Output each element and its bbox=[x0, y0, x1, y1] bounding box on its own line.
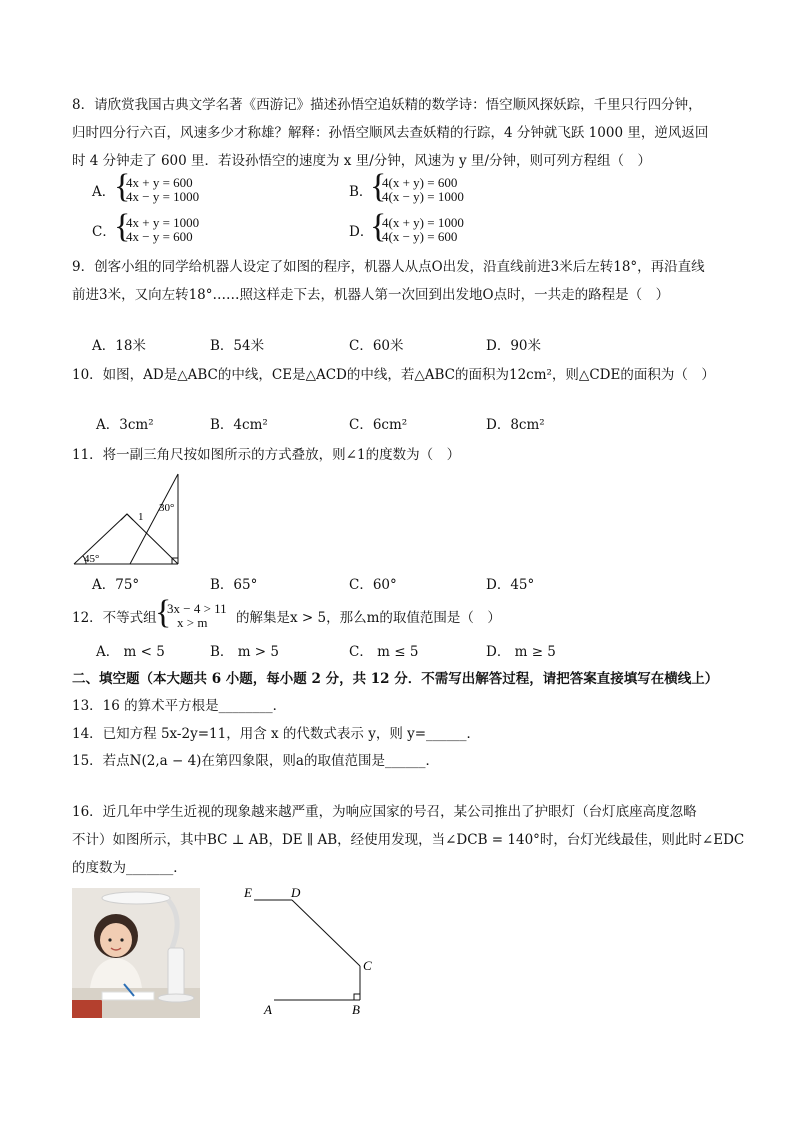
q10-line1: 10．如图，AD是△ABC的中线，CE是△ACD的中线，若△ABC的面积为12cm²，则△CDE的面积为（ ） bbox=[72, 367, 715, 383]
q11-right-angle-mark-top bbox=[121, 514, 133, 520]
q16-segment-dc bbox=[292, 900, 360, 966]
q11-angle-1-label: 1 bbox=[138, 511, 144, 523]
q11-45-triangle-left-side bbox=[74, 514, 127, 564]
q8-line1: 8．请欣赏我国古典文学名著《西游记》描述孙悟空追妖精的数学诗：悟空顺风探妖踪，千里只行四分钟， bbox=[72, 97, 702, 113]
q8-option-a-label: A． bbox=[92, 184, 116, 200]
q11-angle-30-label: 30° bbox=[159, 502, 175, 514]
q11-line1: 11．将一副三角尺按如图所示的方式叠放，则∠1的度数为（ ） bbox=[72, 447, 461, 463]
q8-option-b-label: B． bbox=[349, 184, 373, 200]
q12-suffix: 的解集是x > 5，那么m的取值范围是（ ） bbox=[236, 610, 501, 626]
q8-b-eq1: 4(x + y) = 600 bbox=[382, 175, 458, 190]
q16-label-b: B bbox=[352, 1002, 360, 1017]
q11-angle-45-label: 45° bbox=[84, 553, 100, 565]
q11-option-d: D．45° bbox=[486, 577, 535, 593]
q16-label-a: A bbox=[264, 1002, 272, 1017]
q16-line3: 的度数为_______． bbox=[72, 860, 187, 876]
q9-option-d: D．90米 bbox=[486, 338, 542, 354]
q8-line3: 时 4 分钟走了 600 里．若设孙悟空的速度为 x 里/分钟，风速为 y 里/分钟，则可列方程组（ ） bbox=[72, 153, 652, 169]
q12-prefix: 12．不等式组 bbox=[72, 610, 157, 626]
q8-line2: 归时四分行六百，风速多少才称雄？解释：孙悟空顺风去查妖精的行踪，4 分钟就飞跃 1000 里，逆风返回 bbox=[72, 125, 709, 141]
q11-option-b: B．65° bbox=[210, 577, 258, 593]
q16-geometry-figure bbox=[236, 880, 386, 1022]
q16-lamp-photo bbox=[72, 888, 200, 1018]
q16-line1: 16．近几年中学生近视的现象越来越严重，为响应国家的号召，某公司推出了护眼灯（台灯底座高度忽略 bbox=[72, 804, 697, 820]
q8-c-eq2: 4x − y = 600 bbox=[126, 229, 193, 244]
q8-option-d-label: D． bbox=[349, 224, 374, 240]
q9-line2: 前进3米，又向左转18°……照这样走下去，机器人第一次回到出发地O点时，一共走的路程是（ ） bbox=[72, 287, 670, 303]
q8-d-eq2: 4(x − y) = 600 bbox=[382, 229, 458, 244]
q8-d-eq1: 4(x + y) = 1000 bbox=[382, 215, 464, 230]
q8-c-eq1: 4x + y = 1000 bbox=[126, 215, 200, 230]
q11-option-a: A．75° bbox=[92, 577, 140, 593]
q10-option-d: D．8cm² bbox=[486, 417, 545, 433]
q12-option-a: A． m < 5 bbox=[96, 644, 165, 660]
q12-option-c: C． m ≤ 5 bbox=[349, 644, 419, 660]
section-2-heading: 二、填空题（本大题共 6 小题，每小题 2 分，共 12 分．不需写出解答过程，请把答案直接填写在横线上） bbox=[72, 671, 719, 687]
q9-option-a: A．18米 bbox=[92, 338, 146, 354]
q12-ineq1: 3x − 4 > 11 bbox=[167, 601, 227, 616]
q8-b-eq2: 4(x − y) = 1000 bbox=[382, 189, 464, 204]
q9-option-b: B．54米 bbox=[210, 338, 265, 354]
q8-option-c-label: C． bbox=[92, 224, 116, 240]
q11-option-c: C．60° bbox=[349, 577, 397, 593]
q8-a-eq2: 4x − y = 1000 bbox=[126, 189, 200, 204]
q8-a-eq1: 4x + y = 600 bbox=[126, 175, 193, 190]
q16-line2: 不计）如图所示，其中BC ⊥ AB，DE ∥ AB，经使用发现，当∠DCB = 140°时，台灯光线最佳，则此时∠EDC bbox=[72, 832, 745, 848]
q16-label-e: E bbox=[244, 885, 252, 900]
q16-label-d: D bbox=[291, 885, 301, 900]
q14: 14．已知方程 5x-2y=11，用含 x 的代数式表示 y，则 y=______． bbox=[72, 726, 481, 742]
q9-option-c: C．60米 bbox=[349, 338, 404, 354]
q13: 13．16 的算术平方根是________． bbox=[72, 698, 287, 714]
q10-option-a: A．3cm² bbox=[96, 417, 154, 433]
q12-option-d: D． m ≥ 5 bbox=[486, 644, 556, 660]
q12-ineq2: x > m bbox=[177, 615, 208, 630]
q11-triangle-figure bbox=[72, 470, 184, 568]
q10-option-b: B．4cm² bbox=[210, 417, 268, 433]
q9-line1: 9．创客小组的同学给机器人设定了如图的程序，机器人从点O出发，沿直线前进3米后左转18°，再沿直线 bbox=[72, 259, 705, 275]
q16-right-angle-mark bbox=[354, 994, 360, 1000]
q12-option-b: B． m > 5 bbox=[210, 644, 279, 660]
q10-option-c: C．6cm² bbox=[349, 417, 408, 433]
q15: 15．若点N(2,a − 4)在第四象限，则a的取值范围是______． bbox=[72, 753, 439, 769]
q16-label-c: C bbox=[363, 958, 372, 973]
